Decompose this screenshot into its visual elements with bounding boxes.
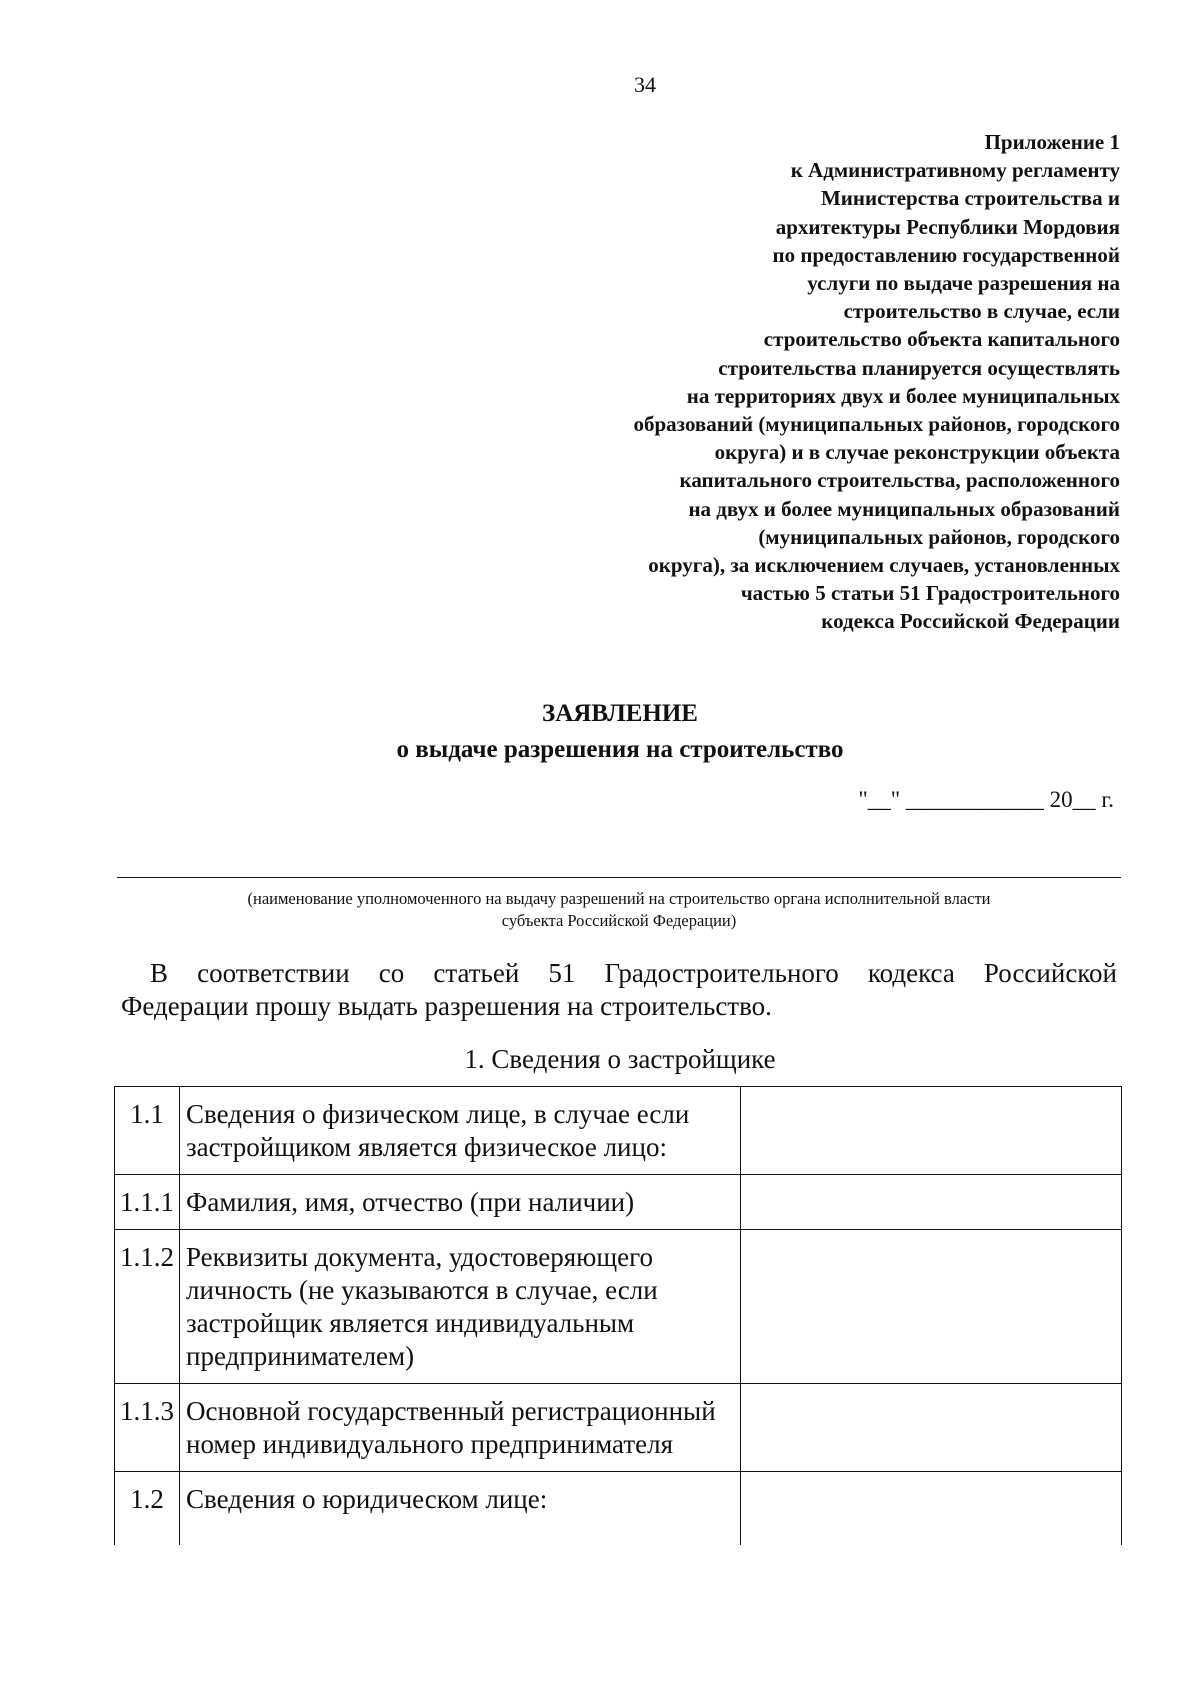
- appendix-line: округа) и в случае реконструкции объекта: [714, 440, 1120, 465]
- appendix-line: капитального строительства, расположенного: [679, 468, 1120, 493]
- document-subtitle: о выдаче разрешения на строительство: [396, 736, 844, 763]
- document-title: ЗАЯВЛЕНИЕ: [542, 700, 698, 727]
- row-number: 1.2: [115, 1472, 180, 1546]
- appendix-line: Приложение 1: [984, 130, 1120, 154]
- row-value-cell[interactable]: [741, 1230, 1122, 1384]
- row-label: Основной государственный регистрационный номер индивидуального предпринимателя: [180, 1384, 741, 1472]
- request-line: В соответствии со статьей 51 Градостроительного кодекса Российской: [150, 958, 1117, 988]
- appendix-line: Министерства строительства и: [820, 186, 1120, 211]
- appendix-line: строительства планируется осуществлять: [718, 355, 1120, 380]
- table-row: [115, 1384, 1122, 1472]
- row-value-cell[interactable]: [741, 1087, 1122, 1175]
- table-row: [115, 1230, 1122, 1384]
- developer-info-table: [114, 1086, 1122, 1545]
- appendix-line: строительство в случае, если: [843, 299, 1120, 324]
- appendix-line: по предоставлению государственной: [772, 242, 1120, 267]
- table-row: [115, 1175, 1122, 1230]
- authority-blank-line[interactable]: [117, 877, 1121, 878]
- table-row: [115, 1087, 1122, 1175]
- row-value-cell[interactable]: [741, 1472, 1122, 1546]
- row-number: 1.1.3: [115, 1384, 180, 1472]
- table-row: [115, 1472, 1122, 1546]
- appendix-line: кодекса Российской Федерации: [821, 609, 1120, 634]
- section-title: 1. Сведения о застройщике: [464, 1044, 776, 1074]
- appendix-line: (муниципальных районов, городского: [758, 524, 1120, 549]
- row-label: Фамилия, имя, отчество (при наличии): [180, 1175, 741, 1230]
- appendix-line: архитектуры Республики Мордовия: [775, 214, 1120, 239]
- authority-caption: [117, 888, 1121, 932]
- appendix-line: строительство объекта капитального: [763, 327, 1120, 352]
- request-paragraph: [121, 957, 1117, 1023]
- appendix-line: образований (муниципальных районов, городского: [633, 412, 1120, 437]
- appendix-line: на территориях двух и более муниципальных: [686, 383, 1120, 408]
- appendix-line: к Административному регламенту: [790, 158, 1120, 183]
- request-line: Федерации прошу выдать разрешения на строительство.: [121, 991, 772, 1021]
- appendix-line: округа), за исключением случаев, установленных: [648, 553, 1120, 578]
- authority-caption-line: субъекта Российской Федерации): [501, 911, 737, 930]
- page-number: 34: [634, 72, 656, 97]
- row-number: 1.1.1: [115, 1175, 180, 1230]
- appendix-line: частью 5 статьи 51 Градостроительного: [740, 581, 1120, 606]
- appendix-line: на двух и более муниципальных образований: [688, 496, 1120, 521]
- authority-caption-line: (наименование уполномоченного на выдачу разрешений на строительство органа исполнительной власти: [247, 889, 991, 908]
- row-number: 1.1.2: [115, 1230, 180, 1384]
- row-label: Сведения о физическом лице, в случае если застройщиком является физическое лицо:: [180, 1087, 741, 1175]
- row-number: 1.1: [115, 1087, 180, 1175]
- appendix-line: услуги по выдаче разрешения на: [807, 271, 1120, 296]
- date-field[interactable]: "__" ____________ 20__ г.: [858, 787, 1114, 812]
- row-value-cell[interactable]: [741, 1384, 1122, 1472]
- row-value-cell[interactable]: [741, 1175, 1122, 1230]
- appendix-header: [480, 128, 1120, 636]
- row-label: Реквизиты документа, удостоверяющего личность (не указываются в случае, если застройщик является индивидуальным предпринимателем): [180, 1230, 741, 1384]
- row-label: Сведения о юридическом лице:: [180, 1472, 741, 1546]
